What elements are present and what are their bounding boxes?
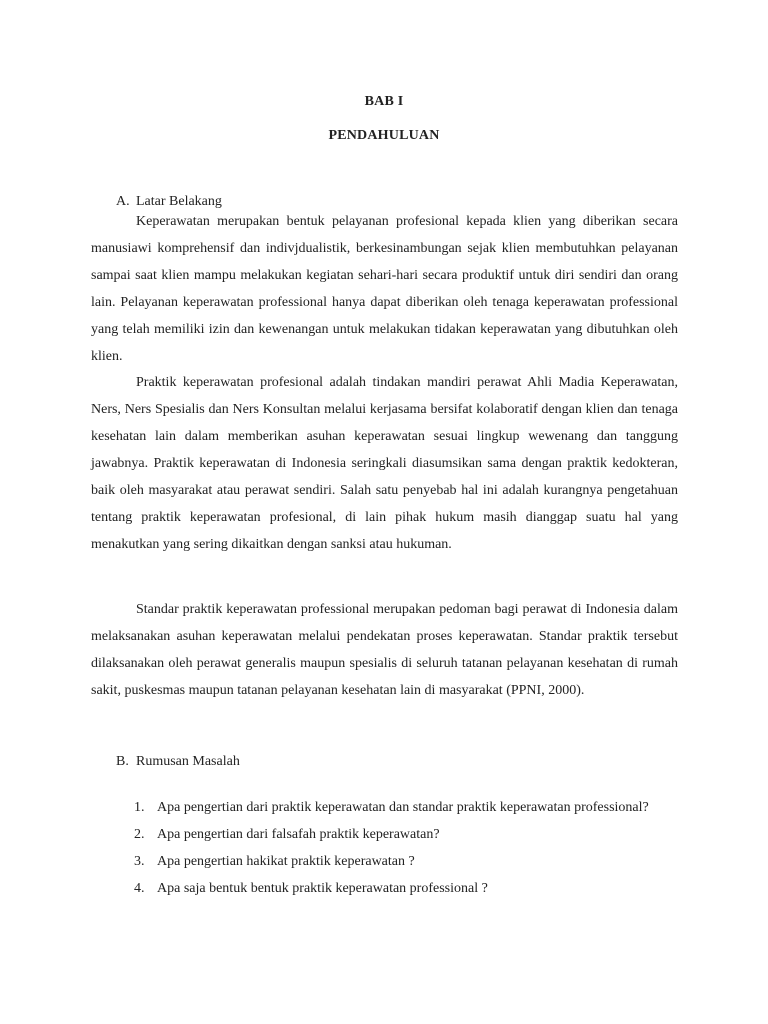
problem-list	[134, 794, 678, 902]
list-item	[134, 875, 678, 902]
section-a-letter: A.	[116, 194, 130, 209]
section-b-letter: B.	[116, 754, 129, 769]
list-item-number: 2.	[134, 827, 145, 842]
section-b-title: Rumusan Masalah	[136, 754, 240, 769]
list-item	[134, 821, 678, 848]
list-item-text: Apa pengertian dari falsafah praktik keperawatan?	[157, 827, 440, 842]
list-item-text: Apa pengertian hakikat praktik keperawatan ?	[157, 854, 415, 869]
section-a-title: Latar Belakang	[136, 194, 222, 209]
paragraph-2: Praktik keperawatan profesional adalah tindakan mandiri perawat Ahli Madia Keperawatan, Ners, Ners Spesialis dan Ners Konsultan melalui kerjasama bersifat kolaboratif dengan klien dan tenaga kesehatan lain dalam memberikan asuhan keperawatan sesuai lingkup wewenang dan tanggung jawabnya. Praktik keperawatan di Indonesia seringkali diasumsikan sama dengan praktik kedokteran, baik oleh masyarakat atau perawat sendiri. Salah satu penyebab hal ini adalah kurangnya pengetahuan tentang praktik keperawatan profesional, di lain pihak hukum masih dianggap suatu hal yang menakutkan yang sering dikaitkan dengan sanksi atau hukuman.	[91, 375, 678, 552]
list-item-number: 3.	[134, 854, 145, 869]
paragraph-1: Keperawatan merupakan bentuk pelayanan profesional kepada klien yang diberikan secara manusiawi komprehensif dan indivjdualistik, berkesinambungan sejak klien membutuhkan pelayanan sampai saat klien mampu melakukan kegiatan sehari-hari secara produktif untuk diri sendiri dan orang lain. Pelayanan keperawatan professional hanya dapat diberikan oleh tenaga keperawatan professional yang telah memiliki izin dan kewenangan untuk melakukan tidakan keperawatan yang dibutuhkan oleh klien.	[91, 214, 678, 364]
chapter-number: BAB I	[364, 94, 404, 109]
list-item	[134, 848, 678, 875]
paragraph-3: Standar praktik keperawatan professional merupakan pedoman bagi perawat di Indonesia dalam melaksanakan asuhan keperawatan melalui pendekatan proses keperawatan. Standar praktik tersebut dilaksanakan oleh perawat generalis maupun spesialis di seluruh tatanan pelayanan kesehatan di rumah sakit, puskesmas maupun tatanan pelayanan kesehatan lain di masyarakat (PPNI, 2000).	[91, 602, 678, 698]
section-b-heading	[116, 754, 240, 770]
list-item-number: 1.	[134, 800, 145, 815]
chapter-title: PENDAHULUAN	[328, 128, 440, 143]
list-item-text: Apa saja bentuk bentuk praktik keperawatan professional ?	[157, 881, 488, 896]
list-item	[134, 794, 678, 821]
list-item-number: 4.	[134, 881, 145, 896]
list-item-text: Apa pengertian dari praktik keperawatan dan standar praktik keperawatan professional?	[157, 800, 649, 815]
